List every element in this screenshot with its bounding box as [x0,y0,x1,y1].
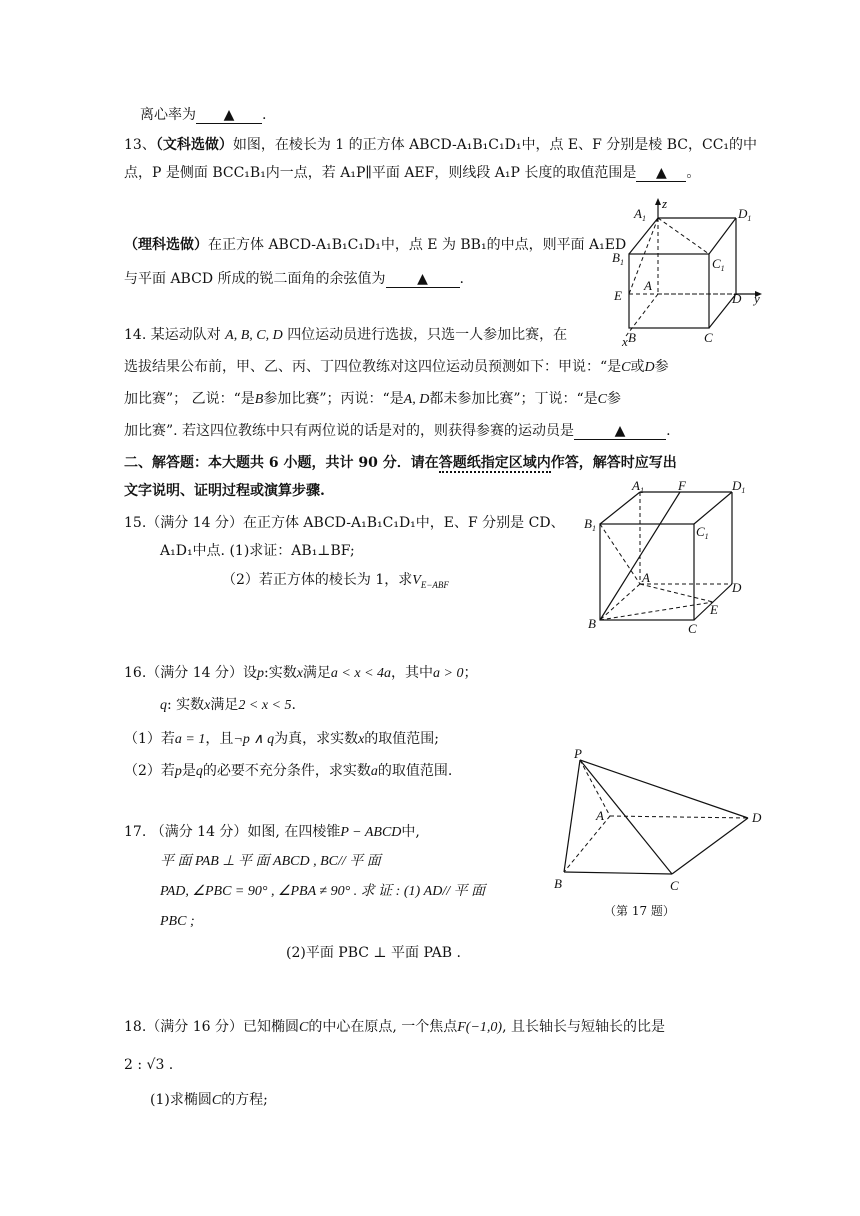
label-a: A [644,278,652,293]
q16-math: 2 < x < 5 [238,698,292,713]
label-a1: $A_1$ [632,478,644,495]
q16-math: x [296,666,303,681]
q15-text: （2）若正方体的棱长为 1，求 [222,572,413,588]
q17-line1 [124,822,420,843]
label-c1: $C_1$ [696,524,709,541]
q16-text: 满足 [302,665,331,681]
q14-text: 四位运动员进行选拔，只选一人参加比赛，在 [287,327,568,343]
q16-math: x [204,698,211,713]
q16-line2 [160,695,296,716]
q14-math: A, B, C, D [225,328,283,343]
q18-math: F(−1,0) [457,1020,503,1035]
label-b: B [628,330,636,345]
answer-blank[interactable]: ▲ [636,165,686,182]
q14-line2 [124,357,669,378]
answer-blank[interactable]: ▲ [574,423,666,440]
q13-line3 [124,235,626,255]
q15-text: A₁D₁中点. (1)求证：AB₁⊥BF; [160,543,355,559]
q13-text-4: 与平面 ABCD 所成的锐二面角的余弦值为 [124,271,386,287]
q14-line3 [124,389,621,410]
q16-text: 的取值范围; [364,731,440,747]
q14-text: 或 [630,359,645,375]
q16-text: ，其中 [391,665,434,681]
q17-text: 17. （满分 14 分）如图, 在四棱锥 [124,824,341,840]
q15-line1 [124,513,565,533]
q17-text: PBC ; [160,914,195,929]
q16-text: 的取值范围. [377,763,453,779]
label-d1: $D_1$ [732,478,746,495]
section2-heading-line2 [124,481,325,501]
q16-line3 [124,729,439,750]
q16-text: （1）若 [124,731,175,747]
q16-text: :实数 [263,665,297,681]
q17-line2 [160,852,381,872]
q17-line3 [160,882,485,902]
q14-math: C [597,392,607,407]
q18-math: C [298,1020,309,1035]
q15-text: 15.（满分 14 分）在正方体 ABCD-A₁B₁C₁D₁中，E、F 分别是 CD、 [124,515,565,531]
q18-text: 18.（满分 16 分）已知椭圆 [124,1019,299,1035]
section2-text: 二、解答题：本大题共 6 小题，共计 90 分．请在 [124,455,439,471]
label-p: P [574,746,582,761]
section2-emphasis: 答题纸指定区域内 [438,455,551,471]
label-e: E [614,288,622,303]
label-y: y [754,291,760,306]
q14-text: 14. 某运动队对 [124,327,221,343]
q13-end: 。 [686,165,701,181]
q17-text: 平 面 PAB ⊥ 平 面 ABCD , BC// 平 面 [160,854,381,869]
q15-cube-figure [582,478,754,636]
q12-end: . [262,107,267,123]
q13-tag-wenke: （文科选做） [155,137,233,153]
q18-text: 的中心在原点, 一个焦点 [308,1019,458,1035]
q14-text: 参 [607,391,621,407]
label-z: z [662,196,668,211]
label-e: E [710,602,718,617]
q13-text-3: 在正方体 ABCD-A₁B₁C₁D₁中，点 E 为 BB₁的中点，则平面 A₁ED [208,237,627,253]
label-b1: $B_1$ [612,250,624,267]
q16-math: q [195,764,203,779]
label-x: x [622,334,628,346]
answer-blank[interactable]: ▲ [386,271,460,288]
label-d: D [732,580,742,595]
q15-volume: V [412,573,421,588]
q18-text: 的方程; [221,1092,268,1108]
label-d1: $D_1$ [738,206,752,223]
label-b1: $B_1$ [584,516,596,533]
q16-text: ； [463,665,478,681]
q18-text: 2 : √3 . [124,1057,174,1073]
q14-text: 选拔结果公布前，甲、乙、丙、丁四位教练对这四位运动员预测如下：甲说：“是 [124,359,622,375]
q14-text: 加比赛”； 乙说：“是 [124,391,255,407]
label-b: B [588,616,596,631]
q14-line4 [124,421,671,441]
label-c1: $C_1$ [712,256,725,273]
label-a1: $A_1$ [634,206,646,223]
q17-line4 [160,912,195,932]
q16-text: 是 [181,763,196,779]
q14-line1 [124,325,567,346]
q14-math: A, D [403,392,430,407]
q12-text: 离心率为 [140,107,196,123]
section2-heading-line1 [124,453,677,473]
q16-text: 为真，求实数 [274,731,359,747]
q14-math: D [644,360,655,375]
q17-text: 中, [401,824,420,840]
q14-end: . [666,423,671,439]
q16-text: 的必要不充分条件，求实数 [202,763,371,779]
q16-math: a = 1 [174,732,206,747]
figure-caption-17: （第 17 题） [604,904,675,918]
q13-line4 [124,269,464,289]
q16-line4 [124,761,452,782]
q17-text: PAD, ∠PBC = 90° , ∠PBA ≠ 90° . 求 证 : (1) AD// 平 面 [160,884,486,899]
q13-text-2: 点，P 是侧面 BCC₁B₁内一点，若 A₁P∥平面 AEF，则线段 A₁P 长度的取值范围是 [124,165,637,181]
q16-text: 16.（满分 14 分）设 [124,665,257,681]
label-b: B [554,876,562,891]
q13-cube-figure [604,196,774,346]
q18-line3 [150,1090,268,1111]
q16-text: : 实数 [167,697,205,713]
q16-text: 满足 [210,697,239,713]
q16-math: a < x < 4a [330,666,392,681]
q16-text: （2）若 [124,763,175,779]
q17-math: P − ABCD [340,825,402,840]
q16-math: q [160,698,167,713]
q14-math: C [621,360,631,375]
q16-math: p [256,666,264,681]
q14-text: 参加比赛”；丙说：“是 [263,391,404,407]
q14-text: 参 [654,359,669,375]
q16-math: a [370,764,378,779]
section2-text: 作答，解答时应写出 [550,455,677,471]
q15-volume-subscript: E−ABF [420,579,449,590]
q16-math: p [174,764,182,779]
q12-tail [140,105,266,125]
q14-text: 都未参加比赛”；丁说：“是 [429,391,598,407]
label-d: D [732,291,742,306]
q18-text: (1)求椭圆 [150,1092,212,1108]
q13-tag-like: （理科选做） [124,237,208,253]
q18-math: C [211,1093,222,1108]
answer-blank[interactable]: ▲ [196,107,262,124]
q16-math: a > 0 [433,666,464,681]
q16-math: ¬p ∧ q [233,732,275,747]
label-c: C [688,621,697,636]
q18-text: , 且长轴长与短轴长的比是 [502,1019,665,1035]
q16-math: x [358,732,365,747]
q17-text: (2)平面 PBC ⊥ 平面 PAB . [286,945,461,961]
label-a: A [642,570,650,585]
q17-pyramid-figure [550,744,770,894]
q13-end2: . [459,271,464,287]
q13-text-1: 如图，在棱长为 1 的正方体 ABCD-A₁B₁C₁D₁中，点 E、F 分别是棱 BC，CC₁的中 [232,137,758,153]
label-c: C [670,878,679,893]
q16-line1 [124,663,477,684]
label-f: F [678,478,686,493]
q16-text: . [291,697,296,713]
q15-line2 [160,541,355,561]
q18-line2 [124,1055,173,1075]
q14-text: 加比赛”. 若这四位教练中只有两位说的话是对的，则获得参赛的运动员是 [124,423,575,439]
q17-line5 [286,943,461,963]
q13-number: 13、 [124,137,156,153]
label-c: C [704,330,713,345]
section2-text: 文字说明、证明过程或演算步骤. [124,483,325,499]
label-a: A [596,808,604,823]
label-d: D [752,810,762,825]
q14-math: B [254,392,264,407]
q15-line3 [222,570,449,595]
q13-line2 [124,163,700,183]
q16-text: ，且 [205,731,234,747]
q18-line1 [124,1017,665,1038]
q13-line1 [124,135,757,155]
